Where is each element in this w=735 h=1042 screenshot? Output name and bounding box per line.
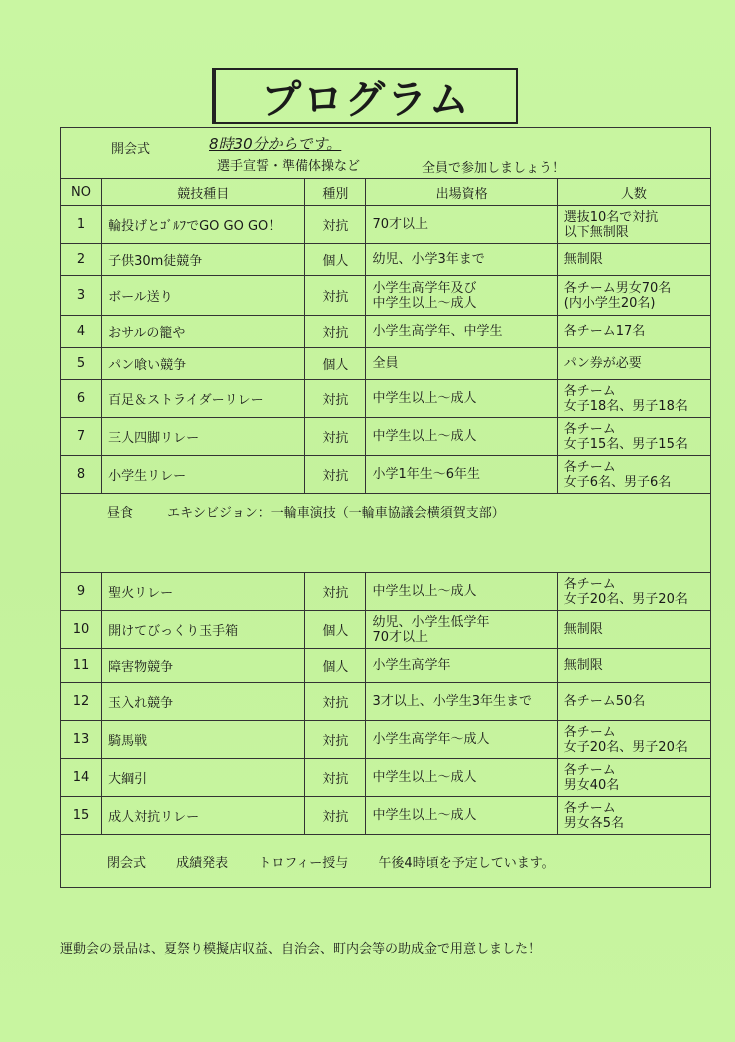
row-num-line1: 無制限 — [563, 252, 603, 267]
table-row — [61, 206, 711, 244]
table-row — [61, 721, 711, 759]
lunch-cell — [61, 494, 711, 573]
row-type: 対抗 — [305, 797, 366, 835]
row-qual-line1: 3才以上、小学生3年生まで — [372, 694, 533, 709]
row-qual-line1: 70才以上 — [372, 217, 429, 232]
row-event: 騎馬戦 — [102, 721, 305, 759]
row-qual — [366, 276, 557, 316]
row-event: 成人対抗リレー — [102, 797, 305, 835]
row-num-line1: パン券が必要 — [563, 356, 642, 371]
table-row — [61, 611, 711, 649]
row-event: 百足＆ストライダーリレー — [102, 380, 305, 418]
row-event: パン喰い競争 — [102, 348, 305, 380]
closing-label: 閉会式 — [107, 855, 147, 871]
row-num-line1: 選抜10名で対抗 — [563, 209, 659, 225]
table-row — [61, 573, 711, 611]
table-row — [61, 759, 711, 797]
row-no: 10 — [61, 611, 102, 649]
row-no: 2 — [61, 244, 102, 276]
row-no: 1 — [61, 206, 102, 244]
row-type: 対抗 — [305, 206, 366, 244]
row-no: 5 — [61, 348, 102, 380]
row-event: 障害物競争 — [102, 649, 305, 683]
row-num-line2: (内小学生20名) — [563, 295, 656, 311]
row-qual-line1: 幼児、小学3年まで — [372, 252, 485, 267]
row-event: おサルの籠や — [102, 316, 305, 348]
row-qual — [366, 649, 557, 683]
row-num — [557, 721, 710, 759]
row-type: 個人 — [305, 649, 366, 683]
row-qual — [366, 348, 557, 380]
row-num-line1: 各チーム — [563, 576, 616, 592]
row-no: 7 — [61, 418, 102, 456]
row-num — [557, 797, 710, 835]
page-title: プログラム — [261, 76, 471, 123]
table-row — [61, 456, 711, 494]
row-num-line1: 各チーム — [563, 724, 616, 740]
row-no: 12 — [61, 683, 102, 721]
lunch-label: 昼食 — [107, 506, 134, 521]
row-no: 8 — [61, 456, 102, 494]
row-qual-line1: 小学生高学年、中学生 — [372, 324, 503, 339]
row-num-line2: 女子18名、男子18名 — [563, 398, 688, 414]
row-event: 開けてびっくり玉手箱 — [102, 611, 305, 649]
row-num-line1: 各チーム — [563, 421, 616, 437]
table-row — [61, 683, 711, 721]
row-type: 対抗 — [305, 759, 366, 797]
row-num — [557, 649, 710, 683]
row-no: 4 — [61, 316, 102, 348]
row-num-line1: 各チーム — [563, 762, 616, 778]
row-no: 3 — [61, 276, 102, 316]
row-num — [557, 348, 710, 380]
row-event: 大綱引 — [102, 759, 305, 797]
table-row — [61, 348, 711, 380]
row-num-line2: 男女各5名 — [563, 815, 625, 831]
closing-item1: 成績発表 — [176, 855, 229, 871]
row-type: 対抗 — [305, 316, 366, 348]
row-num — [557, 276, 710, 316]
row-qual-line2: 70才以上 — [372, 629, 429, 645]
row-num-line2: 女子15名、男子15名 — [563, 436, 688, 452]
row-qual-line1: 中学生以上～成人 — [372, 808, 477, 823]
row-type: 個人 — [305, 611, 366, 649]
closing-item2: トロフィー授与 — [258, 855, 349, 871]
opening-note: 全員で参加しましょう！ — [422, 161, 566, 176]
program-table — [60, 127, 711, 888]
row-qual — [366, 683, 557, 721]
header-no: NO — [61, 179, 102, 206]
row-event: 輪投げとｺﾞﾙﾌでGO GO GO！ — [102, 206, 305, 244]
closing-row — [61, 835, 711, 888]
table-row — [61, 244, 711, 276]
row-num-line1: 各チーム — [563, 383, 616, 399]
row-num — [557, 244, 710, 276]
row-type: 対抗 — [305, 683, 366, 721]
row-num — [557, 316, 710, 348]
row-qual-line1: 中学生以上～成人 — [372, 584, 477, 599]
row-qual — [366, 206, 557, 244]
row-num-line1: 無制限 — [563, 622, 603, 637]
row-no: 14 — [61, 759, 102, 797]
row-num — [557, 206, 710, 244]
row-qual — [366, 721, 557, 759]
row-num — [557, 380, 710, 418]
row-qual-line1: 小学生高学年 — [372, 658, 451, 673]
row-num-line2: 男女40名 — [563, 777, 620, 793]
row-qual-line1: 幼児、小学生低学年 — [372, 614, 490, 630]
opening-label: 開会式 — [111, 142, 151, 157]
row-qual-line1: 小学生高学年～成人 — [372, 732, 490, 747]
title-box — [212, 68, 518, 124]
table-row — [61, 316, 711, 348]
row-num — [557, 456, 710, 494]
row-qual-line1: 全員 — [372, 356, 399, 371]
lunch-row — [61, 494, 711, 573]
row-num-line2: 以下無制限 — [563, 224, 629, 240]
row-no: 9 — [61, 573, 102, 611]
row-event: ボール送り — [102, 276, 305, 316]
row-qual-line1: 中学生以上～成人 — [372, 429, 477, 444]
row-qual — [366, 759, 557, 797]
row-num — [557, 573, 710, 611]
row-qual — [366, 797, 557, 835]
row-num — [557, 759, 710, 797]
row-num-line1: 各チーム男女70名 — [563, 280, 672, 296]
row-qual — [366, 456, 557, 494]
row-no: 11 — [61, 649, 102, 683]
row-event: 玉入れ競争 — [102, 683, 305, 721]
row-type: 対抗 — [305, 276, 366, 316]
row-qual — [366, 573, 557, 611]
row-type: 対抗 — [305, 721, 366, 759]
closing-item3: 午後4時頃を予定しています。 — [378, 855, 555, 871]
row-qual — [366, 316, 557, 348]
row-qual-line2: 中学生以上～成人 — [372, 295, 477, 311]
row-type: 対抗 — [305, 418, 366, 456]
table-row — [61, 276, 711, 316]
row-event: 小学生リレー — [102, 456, 305, 494]
row-qual — [366, 380, 557, 418]
table-row — [61, 649, 711, 683]
opening-row — [61, 128, 711, 179]
table-row — [61, 380, 711, 418]
opening-cell — [61, 128, 711, 179]
row-num-line1: 無制限 — [563, 658, 603, 673]
table-row — [61, 797, 711, 835]
closing-cell — [61, 835, 711, 888]
row-type: 対抗 — [305, 380, 366, 418]
row-qual — [366, 418, 557, 456]
row-num-line1: 各チーム — [563, 459, 616, 475]
lunch-text: エキシビジョン：一輪車演技（一輪車協議会横須賀支部） — [167, 506, 505, 521]
row-event: 子供30m徒競争 — [102, 244, 305, 276]
row-qual — [366, 244, 557, 276]
row-num — [557, 683, 710, 721]
row-num — [557, 611, 710, 649]
row-num-line1: 各チーム17名 — [563, 324, 646, 339]
row-event: 三人四脚リレー — [102, 418, 305, 456]
row-num-line1: 各チーム50名 — [563, 694, 646, 709]
row-num — [557, 418, 710, 456]
header-num: 人数 — [557, 179, 710, 206]
opening-time: 8時30分からです。 — [209, 135, 342, 153]
table-row — [61, 418, 711, 456]
row-num-line2: 女子20名、男子20名 — [563, 591, 688, 607]
row-num-line2: 女子20名、男子20名 — [563, 739, 688, 755]
row-type: 個人 — [305, 244, 366, 276]
row-type: 個人 — [305, 348, 366, 380]
row-no: 6 — [61, 380, 102, 418]
row-qual-line1: 中学生以上～成人 — [372, 770, 477, 785]
opening-sub: 選手宣誓・準備体操など — [217, 159, 361, 174]
header-qual: 出場資格 — [366, 179, 557, 206]
row-no: 15 — [61, 797, 102, 835]
header-row — [61, 179, 711, 206]
row-type: 対抗 — [305, 456, 366, 494]
footer-note: 運動会の景品は、夏祭り模擬店収益、自治会、町内会等の助成金で用意しました！ — [60, 942, 542, 957]
row-qual — [366, 611, 557, 649]
row-type: 対抗 — [305, 573, 366, 611]
header-event: 競技種目 — [102, 179, 305, 206]
row-no: 13 — [61, 721, 102, 759]
row-event: 聖火リレー — [102, 573, 305, 611]
row-num-line1: 各チーム — [563, 800, 616, 816]
row-qual-line1: 小学1年生～6年生 — [372, 467, 481, 482]
row-qual-line1: 中学生以上～成人 — [372, 391, 477, 406]
row-qual-line1: 小学生高学年及び — [372, 280, 477, 296]
row-num-line2: 女子6名、男子6名 — [563, 474, 672, 490]
header-type: 種別 — [305, 179, 366, 206]
